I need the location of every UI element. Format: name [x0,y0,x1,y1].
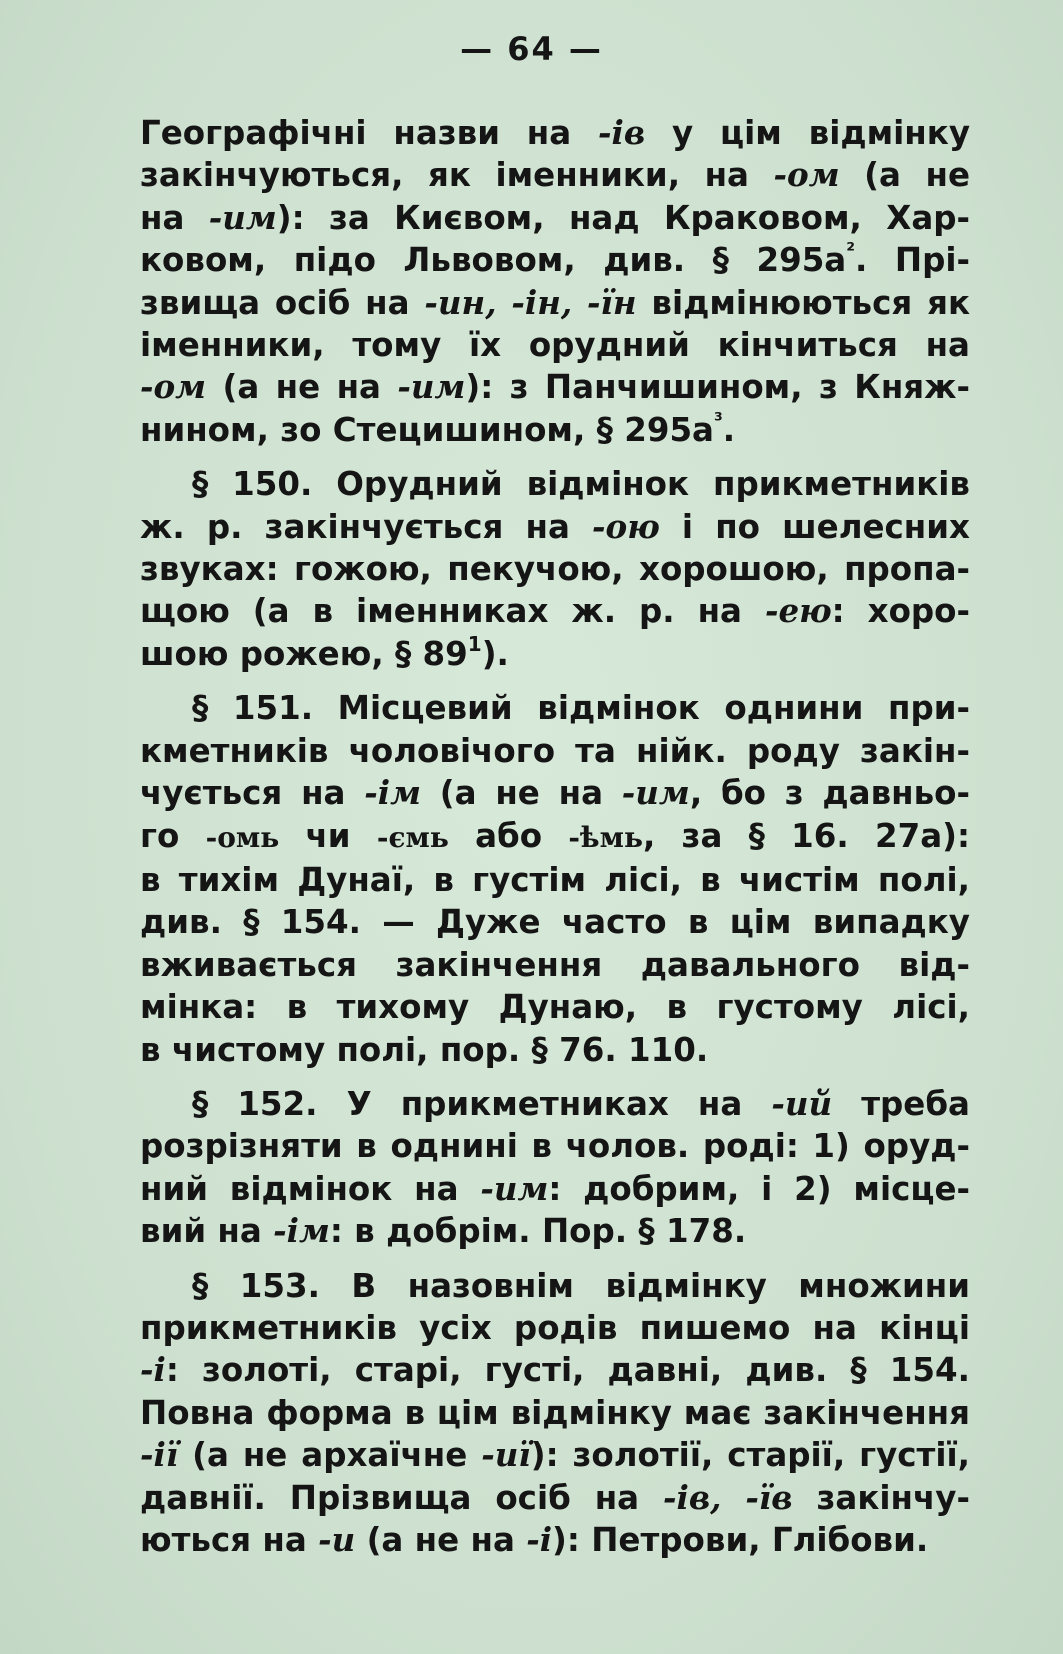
text-line [140,548,970,590]
text-run: давнії. Прізвища осіб на [140,1478,663,1517]
ending-form: -им [208,197,277,237]
text-run: , за § 16. 27а): [642,816,970,855]
text-run: ються на [140,1521,319,1559]
ending-form: -ів, -їв [663,1477,793,1517]
archaic-ending: -ѣмь [568,820,643,854]
text-line [140,687,970,729]
superscript: ² [846,238,856,263]
text-run: кметників чоловічого та нійк. роду закін- [140,731,970,770]
text-run: Повна форма в цім відмінку має закінчення [140,1393,970,1432]
text-line [140,282,970,324]
text-run: § 150. Орудний відмінок прикметників [192,465,970,504]
text-run: мінка: в тихому Дунаю, в густому лісі, [140,988,970,1027]
ending-form: -им [480,1168,549,1208]
text-run: чується на [140,774,365,813]
ending-form: -ім [273,1211,330,1251]
text-run: : золоті, старі, густі, давні, див. § 154. [165,1351,970,1390]
text-line [140,1029,970,1071]
ending-form: -ом [140,367,207,407]
paragraph-p-153 [140,1265,970,1562]
text-run: див. § 154. — Дуже часто в цім випадку [140,903,970,942]
ending-form: -ою [592,506,660,546]
superscript: ³ [714,408,723,433]
text-line [140,409,970,451]
text-line [140,1168,970,1210]
text-run: або [448,816,569,855]
text-line [140,197,970,239]
text-run: . [722,410,736,449]
text-run: Географічні назви на [140,114,599,152]
text-run: § 152. У прикметниках на [192,1084,772,1123]
text-run: вживається закінчення давального від- [140,945,970,984]
text-run: (а не на [206,368,398,407]
text-run: ж. р. закінчується на [140,507,593,546]
text-line [140,590,970,632]
text-line [140,1349,970,1391]
text-run: : в добрім. Пор. § 178. [329,1212,747,1251]
text-line [140,1307,970,1349]
text-run: ). [481,634,509,673]
ending-form: -ин, -ін, -їн [424,282,637,322]
paragraph-p-geo [140,112,970,451]
ending-form: -ею [764,591,832,631]
ending-form: -им [397,367,466,407]
text-line [140,1210,970,1252]
text-run: в тихім Дунаї, в густім лісі, в чистім полі, [140,860,970,899]
ending-form: -и [318,1520,356,1559]
text-run: ний відмінок на [140,1169,481,1208]
text-line [140,944,970,986]
body-text [140,112,970,1561]
text-run: шою рожею, § 89 [140,634,468,673]
text-run: вий на [140,1212,274,1251]
text-run: ): золотії, старії, густії, [530,1436,970,1475]
text-line [140,112,970,154]
text-line [140,1125,970,1167]
text-line [140,772,970,814]
text-run: , бо з давньо- [689,774,970,813]
ending-form: -ом [773,155,840,195]
text-run: : хоро- [831,592,970,631]
text-run: розрізняти в однині в чолов. роді: 1) оруд- [140,1127,970,1166]
text-run: звуках: гожою, пекучою, хорошою, пропа- [140,550,970,589]
text-run: в чистому полі, пор. § 76. 110. [140,1030,709,1069]
text-run: ковом, підо Львовом, див. § 295а [140,241,847,280]
text-line [140,154,970,196]
text-line [140,1083,970,1125]
text-run: звища осіб на [140,283,425,322]
text-run: (а не на [420,774,622,813]
text-run: у цім відмінку [645,114,970,152]
text-run: прикметників усіх родів пишемо на кінці [140,1308,970,1347]
text-run: ): за Києвом, над Краковом, Хар- [276,198,971,237]
text-line [140,633,970,675]
text-run: (а не на [355,1521,527,1559]
text-line [140,366,970,408]
text-run: нином, зо Стецишином, § 295а [140,410,714,449]
text-line [140,901,970,943]
text-run: (а не архаїчне [178,1436,482,1475]
ending-form: -ий [771,1083,833,1123]
text-line [140,506,970,548]
text-line [140,239,970,281]
text-line [140,859,970,901]
ending-form: -иї [481,1435,531,1475]
text-run: го [140,816,206,855]
text-line [140,815,970,859]
paragraph-p-152 [140,1083,970,1253]
text-run: ): Петрови, Глібови. [552,1521,929,1559]
text-run: закінчуються, як іменники, на [140,156,774,195]
page-number: — 64 — [460,30,603,68]
text-run: : добрим, і 2) місце- [548,1169,970,1208]
paragraph-p-151 [140,687,970,1071]
text-run: чи [279,816,377,855]
paragraph-p-150 [140,463,970,675]
text-run: . Прі- [855,241,970,280]
text-line [140,730,970,772]
ending-form: -і [140,1350,166,1390]
archaic-ending: -ємь [376,820,449,854]
text-run: відмінюються як [636,283,970,322]
archaic-ending: -омь [205,820,280,854]
ending-form: -і [526,1520,553,1559]
text-line [140,463,970,505]
text-line [140,1392,970,1434]
text-run: і по шелесних [659,507,970,546]
text-line [140,1477,970,1519]
text-line [140,324,970,366]
text-line [140,1265,970,1307]
text-run: § 153. В назовнім відмінку множини [192,1266,970,1305]
ending-form: -им [621,773,690,813]
text-run: § 151. Місцевий відмінок однини при- [192,689,970,728]
text-run: іменники, тому їх орудний кінчиться на [140,326,970,365]
text-run: ): з Панчишином, з Княж- [465,368,970,407]
ending-form: -ів [598,113,646,152]
text-run: закінчу- [792,1478,970,1517]
text-run: на [140,198,209,237]
text-run: щою (а в іменниках ж. р. на [140,592,765,631]
superscript: 1 [467,632,482,657]
text-run: треба [832,1084,970,1123]
ending-form: -ії [140,1435,179,1475]
text-line [140,986,970,1028]
text-line [140,1434,970,1476]
text-run: (а не [839,156,970,195]
ending-form: -ім [364,773,421,813]
text-line [140,1519,970,1561]
